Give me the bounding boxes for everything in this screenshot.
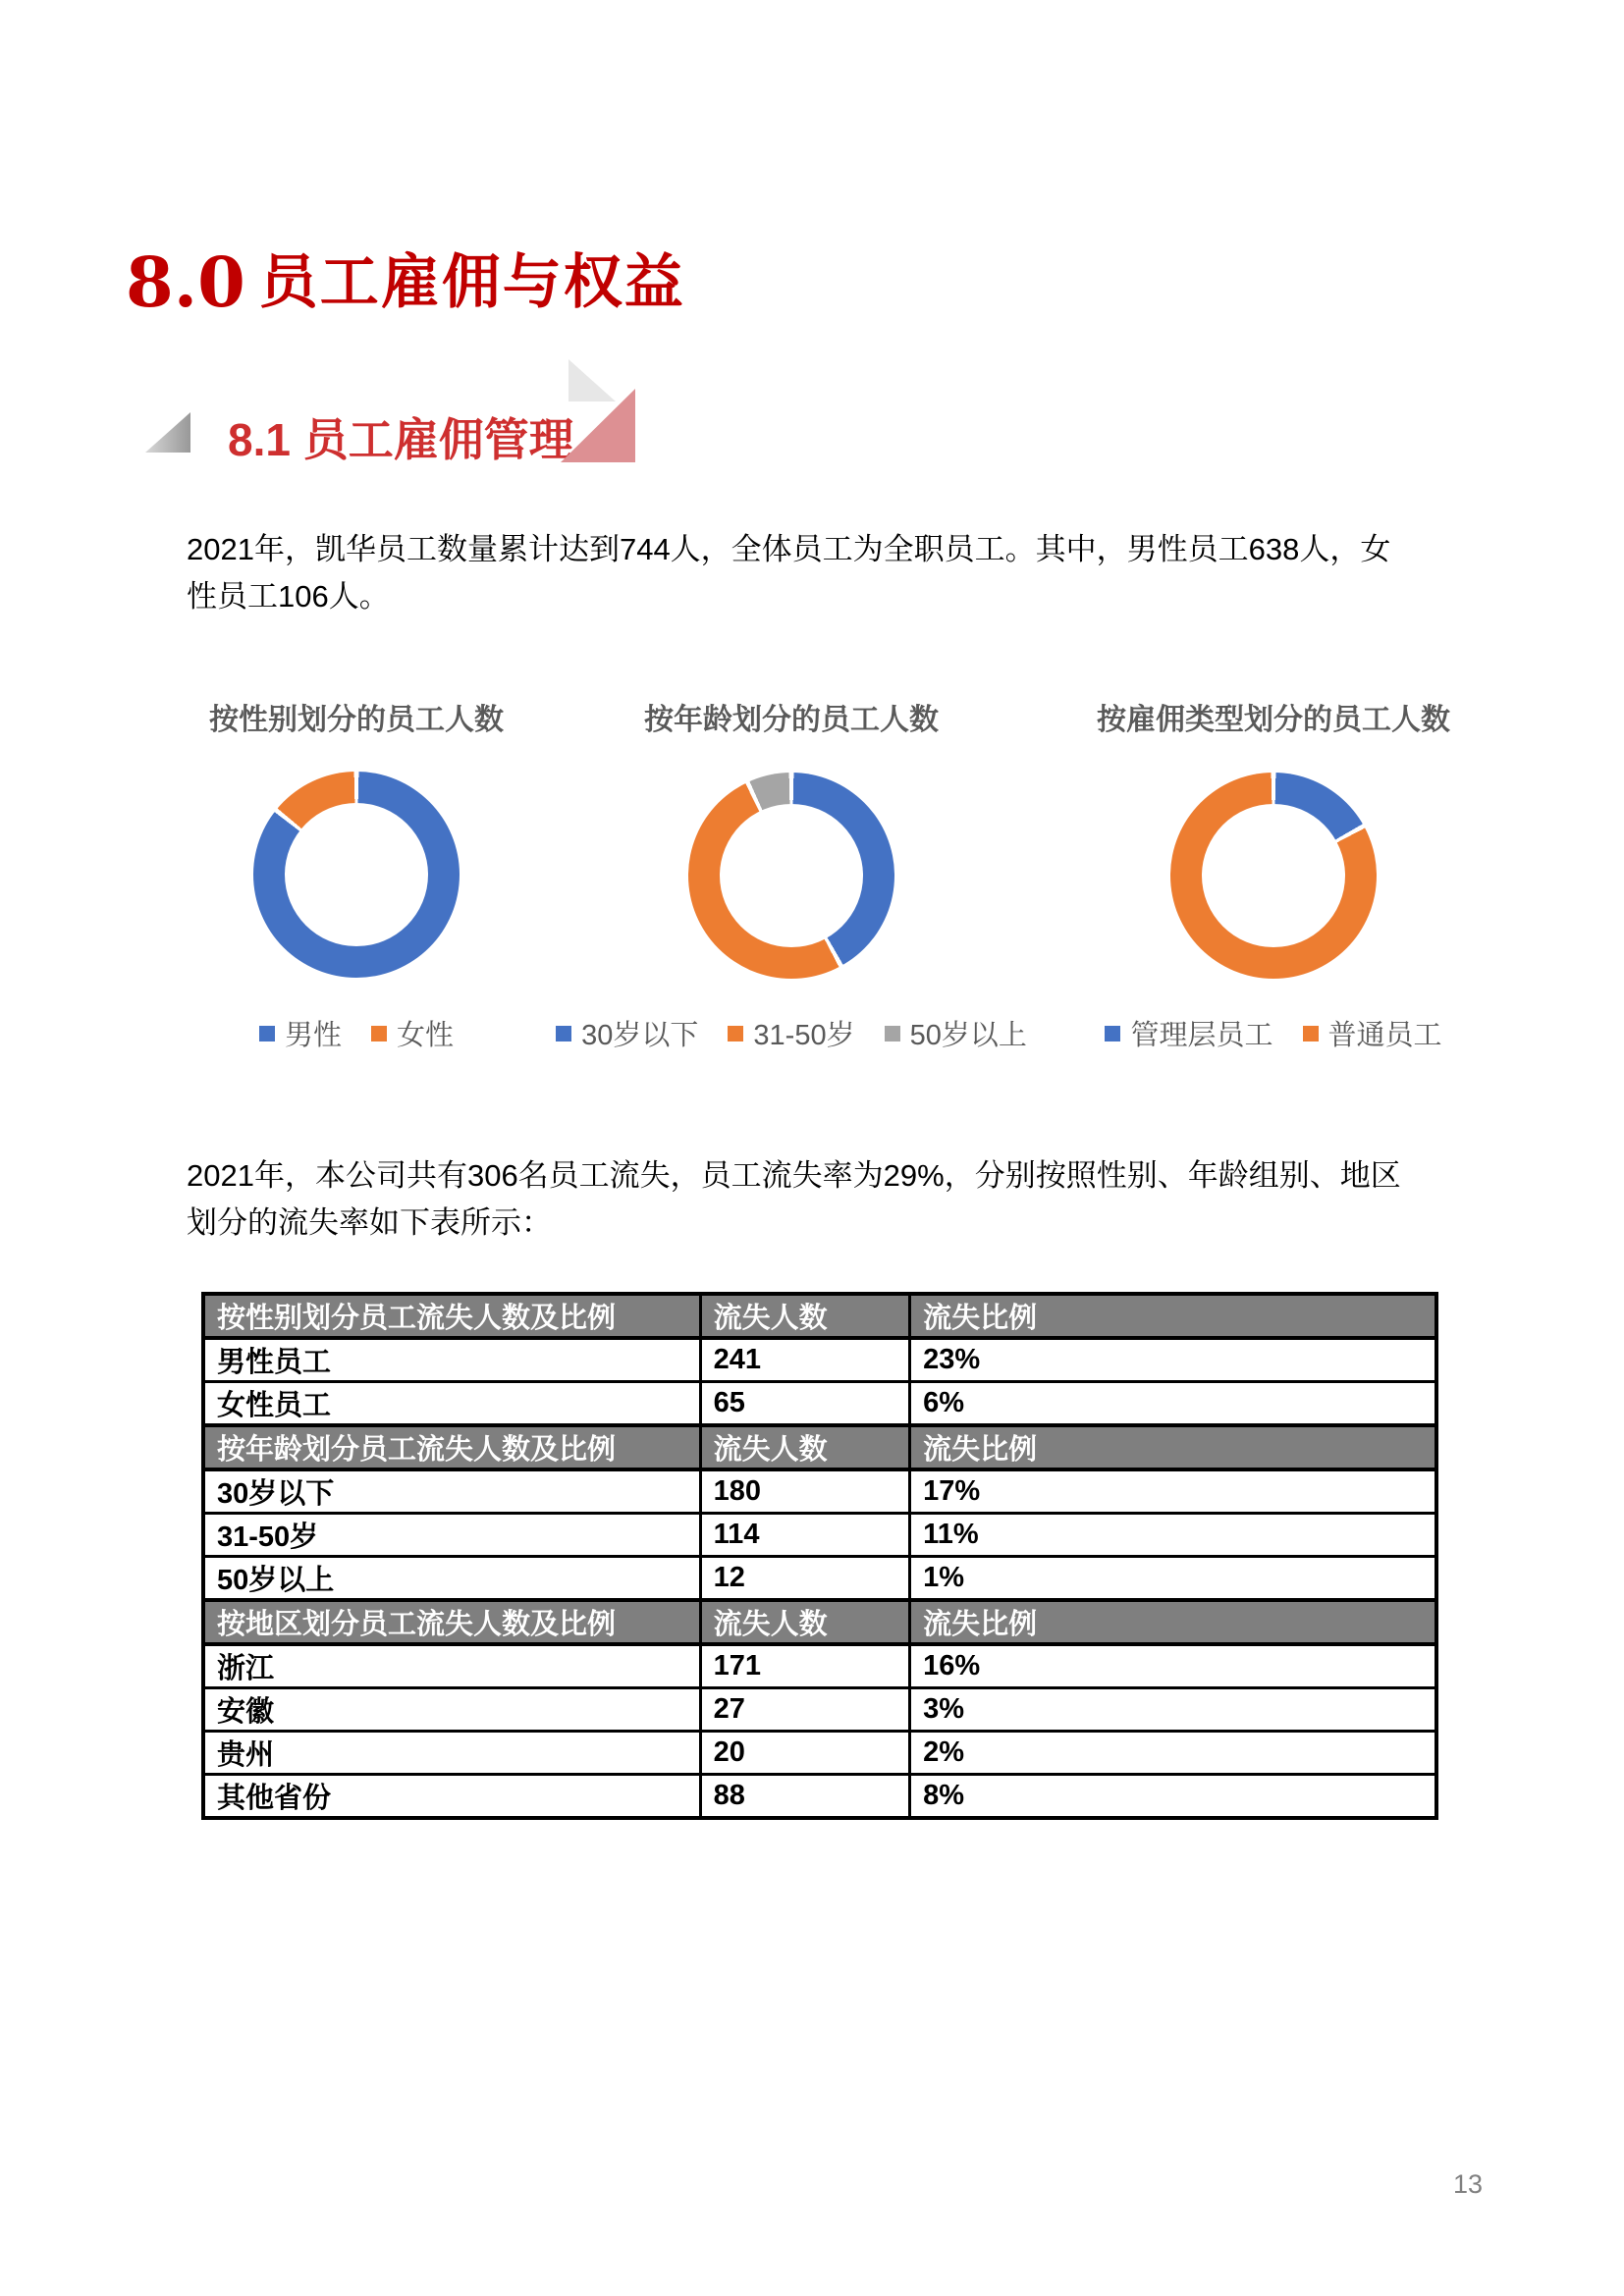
table-row <box>203 1644 1436 1688</box>
table-cell: 按地区划分员工流失人数及比例 <box>203 1600 700 1644</box>
legend-item <box>1303 1013 1442 1053</box>
legend-employment-type <box>1008 1013 1539 1053</box>
table-cell: 6% <box>910 1382 1436 1426</box>
table-cell: 20 <box>700 1732 910 1775</box>
table-cell: 2% <box>910 1732 1436 1775</box>
legend-item <box>371 1013 454 1053</box>
table-cell: 88 <box>700 1775 910 1819</box>
legend-label: 50岁以上 <box>909 1020 1027 1051</box>
table-cell: 3% <box>910 1688 1436 1732</box>
table-cell: 1% <box>910 1557 1436 1601</box>
table-cell: 按性别划分员工流失人数及比例 <box>203 1294 700 1338</box>
table-row <box>203 1469 1436 1514</box>
chart-title-gender: 按性别划分的员工人数 <box>209 704 504 736</box>
legend-swatch-icon <box>371 1026 387 1041</box>
table-cell: 男性员工 <box>203 1338 700 1382</box>
table-cell: 其他省份 <box>203 1775 700 1819</box>
table-cell: 女性员工 <box>203 1382 700 1426</box>
table-cell: 8% <box>910 1775 1436 1819</box>
table-cell: 浙江 <box>203 1644 700 1688</box>
legend-swatch-icon <box>1105 1026 1120 1041</box>
table-cell: 30岁以下 <box>203 1469 700 1514</box>
legend-swatch-icon <box>885 1026 900 1041</box>
table-cell: 流失比例 <box>910 1600 1436 1644</box>
table-row <box>203 1514 1436 1557</box>
table-header-row <box>203 1425 1436 1469</box>
table-cell: 安徽 <box>203 1688 700 1732</box>
table-cell: 流失人数 <box>700 1294 910 1338</box>
page-title <box>126 236 685 323</box>
table-cell: 贵州 <box>203 1732 700 1775</box>
table-cell: 23% <box>910 1338 1436 1382</box>
table-cell: 11% <box>910 1514 1436 1557</box>
table-cell: 114 <box>700 1514 910 1557</box>
table-cell: 17% <box>910 1469 1436 1514</box>
legend-label: 男性 <box>284 1020 342 1051</box>
table-cell: 65 <box>700 1382 910 1426</box>
paragraph-employment: 2021年，凯华员工数量累计达到744人，全体员工为全职员工。其中，男性员工638人，女性员工106人。 <box>187 532 1391 614</box>
table-cell: 流失比例 <box>910 1294 1436 1338</box>
decorative-triangle-gray-icon <box>568 359 616 401</box>
table-cell: 16% <box>910 1644 1436 1688</box>
table-cell: 180 <box>700 1469 910 1514</box>
table-header-row <box>203 1294 1436 1338</box>
table-row <box>203 1382 1436 1426</box>
legend-label: 女性 <box>397 1020 455 1051</box>
donut-chart-gender <box>253 772 460 978</box>
table-cell: 27 <box>700 1688 910 1732</box>
donut-chart-employment-type <box>1170 773 1377 979</box>
legend-label: 30岁以下 <box>581 1020 699 1051</box>
section-heading: 8.1 员工雇佣管理 <box>228 414 574 465</box>
table-row <box>203 1338 1436 1382</box>
section-triangle-left-icon <box>145 412 190 453</box>
donut-chart-age <box>688 773 894 979</box>
legend-swatch-icon <box>259 1026 275 1041</box>
page-number: 13 <box>1453 2169 1484 2199</box>
legend-item <box>259 1013 342 1053</box>
table-cell: 50岁以上 <box>203 1557 700 1601</box>
table-cell: 12 <box>700 1557 910 1601</box>
legend-label: 31-50岁 <box>753 1020 855 1051</box>
page-title-number: 8.0 <box>126 241 245 323</box>
page-title-text: 员工雇佣与权益 <box>258 249 685 315</box>
legend-swatch-icon <box>556 1026 571 1041</box>
table-cell: 171 <box>700 1644 910 1688</box>
table-row <box>203 1775 1436 1819</box>
legend-item <box>556 1013 698 1053</box>
table-row <box>203 1688 1436 1732</box>
legend-age <box>526 1013 1056 1053</box>
table-row <box>203 1732 1436 1775</box>
legend-swatch-icon <box>728 1026 743 1041</box>
table-cell: 流失人数 <box>700 1425 910 1469</box>
legend-label: 管理层员工 <box>1130 1020 1273 1051</box>
legend-swatch-icon <box>1303 1026 1319 1041</box>
legend-item <box>1105 1013 1272 1053</box>
legend-item <box>728 1013 854 1053</box>
chart-title-employment-type: 按雇佣类型划分的员工人数 <box>1097 704 1450 736</box>
table-cell: 流失人数 <box>700 1600 910 1644</box>
legend-item <box>885 1013 1027 1053</box>
paragraph-turnover: 2021年，本公司共有306名员工流失，员工流失率为29%，分别按照性别、年龄组别、地区划分的流失率如下表所示： <box>187 1158 1401 1240</box>
table-cell: 241 <box>700 1338 910 1382</box>
chart-title-age: 按年龄划分的员工人数 <box>644 704 939 736</box>
table-cell: 流失比例 <box>910 1425 1436 1469</box>
legend-label: 普通员工 <box>1327 1020 1442 1051</box>
table-row <box>203 1557 1436 1601</box>
turnover-table <box>201 1292 1438 1820</box>
table-cell: 31-50岁 <box>203 1514 700 1557</box>
table-header-row <box>203 1600 1436 1644</box>
table-cell: 按年龄划分员工流失人数及比例 <box>203 1425 700 1469</box>
